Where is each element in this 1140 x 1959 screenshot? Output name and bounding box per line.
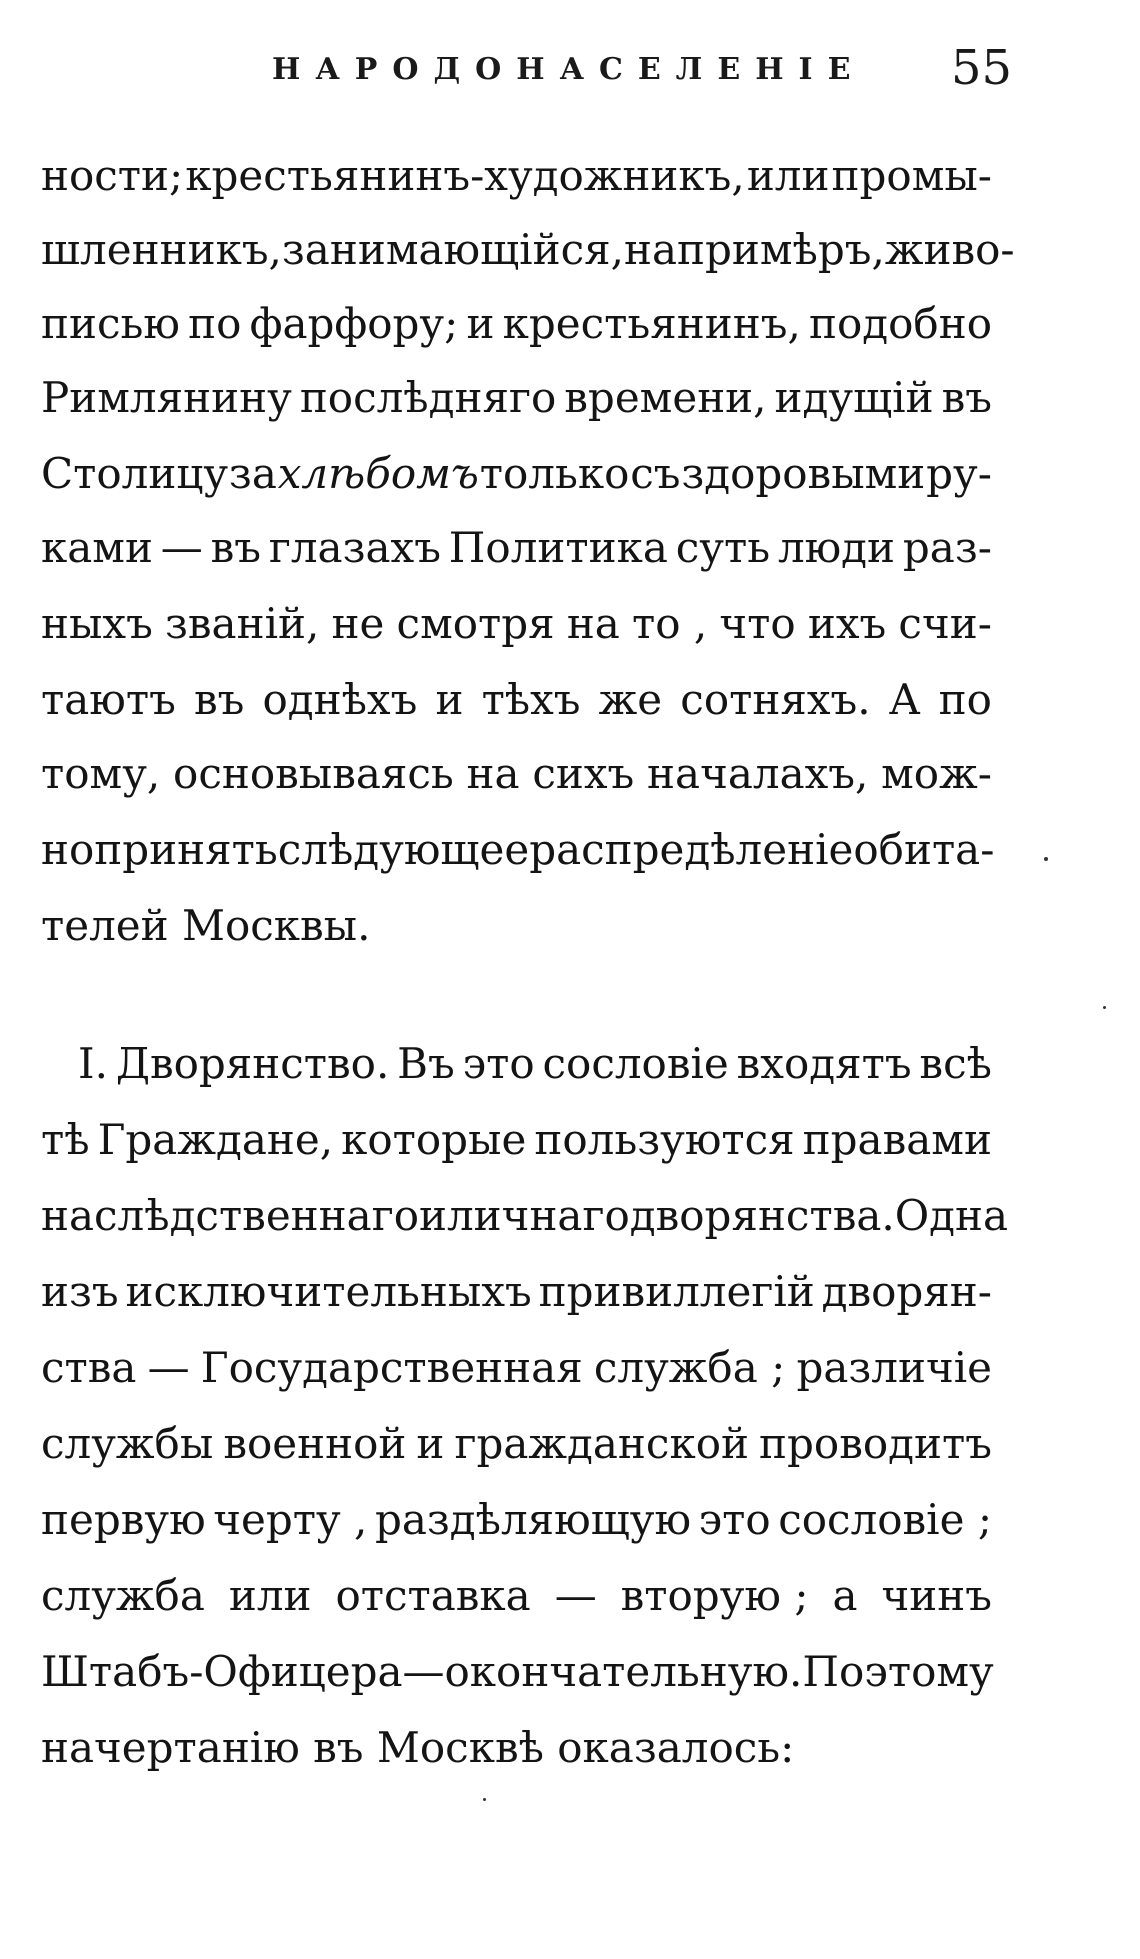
word: примѣръ,: [677, 225, 885, 274]
word: счи-: [898, 599, 992, 648]
word: раздѣляющую: [374, 1495, 692, 1544]
word: служба: [41, 1571, 205, 1620]
word: по: [938, 675, 992, 724]
word: исключительныхъ: [125, 1267, 532, 1316]
text-line: [41, 1416, 992, 1472]
word: различіе: [796, 1343, 992, 1392]
word: это: [698, 1495, 771, 1544]
word: тому,: [41, 749, 161, 798]
word: сотняхъ.: [680, 675, 871, 724]
word: гражданской: [454, 1419, 749, 1468]
word: въ: [941, 373, 992, 422]
word-italic: хлѣбомъ: [277, 449, 479, 498]
word: проводитъ: [759, 1419, 992, 1468]
text-line: [41, 222, 1015, 278]
text-line: [41, 370, 992, 426]
word: идущій: [774, 373, 934, 422]
text-line: [41, 1492, 992, 1548]
word: таютъ: [41, 675, 176, 724]
word: Римлянину: [41, 373, 292, 422]
word: слѣдующее: [277, 825, 530, 874]
word: ности;: [41, 151, 184, 200]
word: не: [331, 599, 385, 648]
word: личнаго: [447, 1191, 630, 1240]
word: что: [719, 599, 796, 648]
word: Штабъ-Офицера: [41, 1647, 403, 1696]
word: первую: [41, 1495, 206, 1544]
word: этому: [864, 1647, 994, 1696]
word: Граждане,: [97, 1115, 334, 1164]
word: люди: [777, 523, 896, 572]
word: подобно: [808, 299, 992, 348]
text-line: [41, 296, 992, 352]
text-line: [41, 1264, 992, 1320]
word: промы-: [831, 151, 992, 200]
word: основываясь: [173, 749, 454, 798]
word: —: [160, 523, 203, 572]
word: военной: [223, 1419, 407, 1468]
word: окончательную.: [444, 1647, 803, 1696]
text-line: [41, 672, 992, 728]
text-line: [41, 746, 992, 802]
word: это: [462, 1039, 535, 1088]
text-line: [41, 1568, 992, 1624]
text-line: [41, 1340, 992, 1396]
section-heading: Дворянство.: [115, 1039, 390, 1088]
word: Одна: [894, 1191, 1009, 1240]
word: привиллегій: [538, 1267, 815, 1316]
scan-speck: [483, 1798, 486, 1801]
word: ру-: [926, 449, 992, 498]
running-title: НАРОДОНАСЕЛЕНІЕ: [272, 52, 866, 87]
word: шленникъ,: [41, 225, 282, 274]
word: всѣ: [919, 1039, 992, 1088]
text-line-last: [41, 1720, 1140, 1776]
word: телей Москвы.: [41, 901, 371, 950]
word: пользуются: [534, 1115, 795, 1164]
word: ства: [41, 1343, 137, 1392]
section-number: I.: [78, 1039, 108, 1088]
word: мож-: [881, 749, 992, 798]
word: и: [435, 675, 464, 724]
word: и: [416, 1419, 445, 1468]
word: начертанію въ Москвѣ оказалось:: [41, 1723, 795, 1772]
word: тѣ: [41, 1115, 90, 1164]
word: сихъ: [532, 749, 635, 798]
word: Столицу: [41, 449, 229, 498]
word: послѣдняго: [299, 373, 557, 422]
word: на: [466, 749, 520, 798]
word: распредѣленіе: [529, 825, 854, 874]
word: чинъ: [881, 1571, 992, 1620]
word: на: [566, 599, 620, 648]
word: занимающійся,: [281, 225, 624, 274]
word: —: [402, 1647, 445, 1696]
word: живо-: [884, 225, 1015, 274]
word: которые: [341, 1115, 527, 1164]
text-line-last: [41, 898, 1140, 954]
word: —: [147, 1343, 190, 1392]
word: но: [41, 825, 95, 874]
word: дворян-: [821, 1267, 992, 1316]
text-line: [41, 1644, 992, 1700]
scan-speck: [1044, 857, 1048, 861]
word: черту ,: [213, 1495, 368, 1544]
word: фарфору;: [249, 299, 459, 348]
word: глазахъ: [268, 523, 441, 572]
text-line: [41, 1188, 1009, 1244]
word: дворянства.: [629, 1191, 895, 1240]
word: только: [479, 449, 630, 498]
word: съ: [630, 449, 681, 498]
text-line-first: [78, 1036, 992, 1092]
word: началахъ,: [647, 749, 869, 798]
word: и: [466, 299, 495, 348]
word: по: [188, 299, 242, 348]
word: ныхъ: [41, 599, 153, 648]
word: отставка: [335, 1571, 531, 1620]
word: правами: [802, 1115, 992, 1164]
page-number: 55: [951, 40, 1013, 96]
word: —: [554, 1571, 597, 1620]
word: смотря: [396, 599, 555, 648]
text-line: [41, 1112, 992, 1168]
word: Политика: [448, 523, 668, 572]
word: крестьянинъ,: [502, 299, 801, 348]
word: ихъ: [807, 599, 887, 648]
text-line: [41, 446, 992, 502]
word: сословіе ;: [778, 1495, 992, 1544]
word: Въ: [397, 1039, 455, 1088]
word: въ: [210, 523, 262, 572]
word: ками: [41, 523, 153, 572]
word: раз-: [902, 523, 992, 572]
word: то ,: [632, 599, 708, 648]
word: званій,: [165, 599, 320, 648]
word: вторую ;: [620, 1571, 809, 1620]
word: а: [832, 1571, 858, 1620]
word: времени,: [564, 373, 767, 422]
word: или: [228, 1571, 312, 1620]
word: или: [746, 151, 830, 200]
word: тѣхъ: [481, 675, 581, 724]
scan-speck: [1103, 1006, 1106, 1009]
word: служба ;: [593, 1343, 786, 1392]
text-line: [41, 520, 992, 576]
word: службы: [41, 1419, 214, 1468]
text-line: [41, 596, 992, 652]
text-line: [41, 148, 992, 204]
word: принять: [94, 825, 278, 874]
word: крестьянинъ-художникъ,: [185, 151, 745, 200]
word: А: [888, 675, 921, 724]
word: и: [419, 1191, 447, 1240]
word: Государственная: [200, 1343, 583, 1392]
word: обита-: [853, 825, 995, 874]
word: въ: [193, 675, 245, 724]
word: за: [228, 449, 277, 498]
text-line: [41, 822, 995, 878]
word: входятъ: [736, 1039, 912, 1088]
word: писью: [41, 299, 180, 348]
word: здоровыми: [681, 449, 926, 498]
word: изъ: [41, 1267, 119, 1316]
word: наслѣдственнаго: [41, 1191, 419, 1240]
word: сословіе: [542, 1039, 729, 1088]
word: однѣхъ: [262, 675, 418, 724]
word: на: [623, 225, 677, 274]
word: же: [598, 675, 663, 724]
word: По: [802, 1647, 865, 1696]
word: суть: [675, 523, 771, 572]
